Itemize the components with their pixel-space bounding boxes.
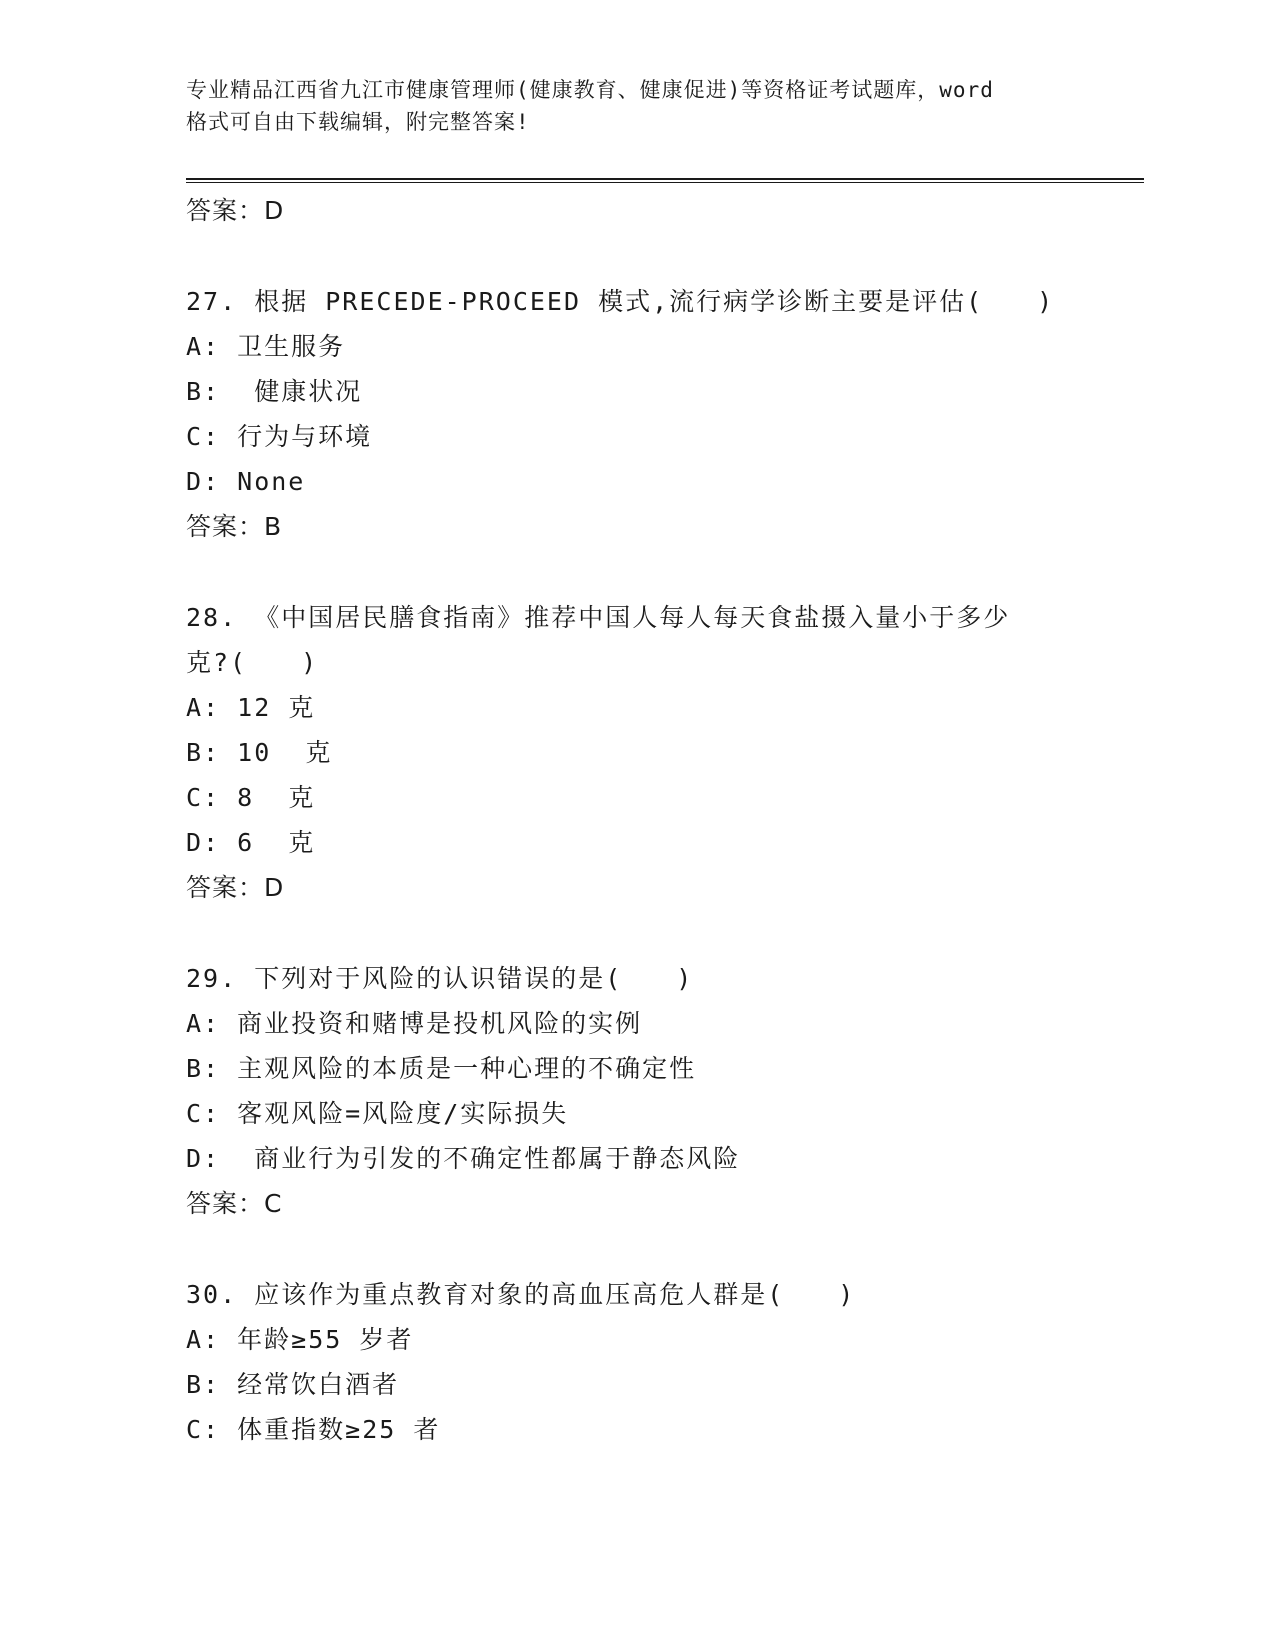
option-b: B: 10 克 (186, 738, 333, 767)
question-text-continued: 克?( ) (186, 648, 319, 677)
spacer (186, 233, 1126, 279)
question-30 (186, 1272, 1126, 1452)
option-d: D: None (186, 467, 306, 496)
question-text: 29. 下列对于风险的认识错误的是( ) (186, 964, 694, 993)
answer-label: 答案：B (186, 512, 283, 541)
answer-label: 答案：C (186, 1189, 283, 1218)
option-c: C: 行为与环境 (186, 422, 373, 451)
answer-label: 答案：D (186, 873, 285, 902)
spacer (186, 910, 1126, 956)
option-c: C: 体重指数≥25 者 (186, 1415, 441, 1444)
question-29 (186, 956, 1126, 1226)
question-27 (186, 279, 1126, 549)
answer-label: 答案：D (186, 196, 285, 225)
question-text: 28. 《中国居民膳食指南》推荐中国人每人每天食盐摄入量小于多少 (186, 603, 1011, 632)
spacer (186, 1226, 1126, 1272)
option-b: B: 主观风险的本质是一种心理的不确定性 (186, 1054, 697, 1083)
question-28 (186, 595, 1126, 910)
header-line-1: 专业精品江西省九江市健康管理师(健康教育、健康促进)等资格证考试题库，word (186, 78, 994, 102)
option-c: C: 客观风险=风险度/实际损失 (186, 1099, 569, 1128)
spacer (186, 549, 1126, 595)
header-divider (186, 178, 1144, 183)
option-c: C: 8 克 (186, 783, 316, 812)
option-b: B: 健康状况 (186, 377, 363, 406)
question-text: 30. 应该作为重点教育对象的高血压高危人群是( ) (186, 1280, 856, 1309)
option-a: A: 卫生服务 (186, 332, 346, 361)
option-d: D: 6 克 (186, 828, 316, 857)
option-d: D: 商业行为引发的不确定性都属于静态风险 (186, 1144, 741, 1173)
option-a: A: 商业投资和赌博是投机风险的实例 (186, 1009, 643, 1038)
document-body (186, 188, 1126, 1452)
option-b: B: 经常饮白酒者 (186, 1370, 400, 1399)
page-header (186, 74, 1086, 138)
question-text: 27. 根据 PRECEDE-PROCEED 模式,流行病学诊断主要是评估( ) (186, 287, 1055, 316)
option-a: A: 12 克 (186, 693, 316, 722)
option-a: A: 年龄≥55 岁者 (186, 1325, 414, 1354)
header-line-2: 格式可自由下载编辑，附完整答案! (186, 110, 530, 134)
